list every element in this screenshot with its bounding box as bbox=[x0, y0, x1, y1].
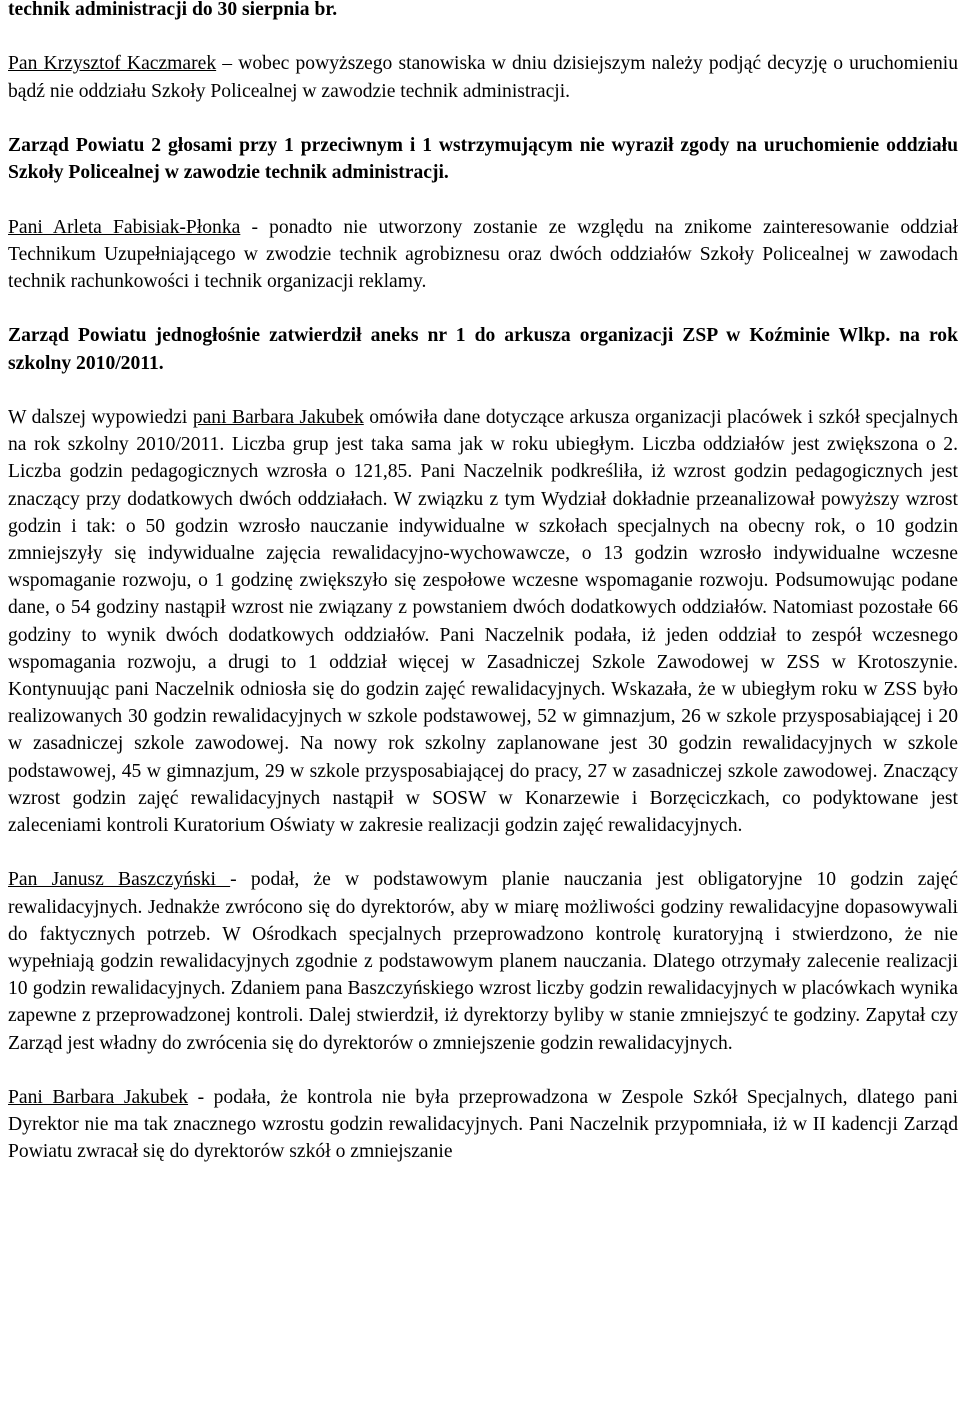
speaker-name: pani Barbara Jakubek bbox=[192, 406, 364, 428]
speaker-name: Pan Krzysztof Kaczmarek bbox=[8, 53, 217, 75]
paragraph-gap bbox=[8, 105, 958, 132]
paragraph-text: - podał, że w podstawowym planie nauczania jest obligatoryjne 10 godzin zajęć rewalidacyjnych. Jednakże zwrócono się do dyrektorów, aby w miarę możliwości godziny rewalidacyjne dopasowywali do faktycznych potrzeb. W Ośrodkach specjalnych przeprowadzono kontrolę kuratoryjną i stwierdzono, że nie wypełniają godzin rewalidacyjnych zgodnie z podstawowym planem nauczania. Dlatego otrzymały zalecenie realizacji 10 godzin rewalidacyjnych. Zdaniem pana Baszczyńskiego wzrost liczby godzin rewalidacyjnych w placówkach wynika zapewne z przeprowadzonej kontroli. Dalej stwierdził, iż dyrektorzy byliby w stanie zmniejszyć te godziny. Zapytał czy Zarząd jest władny do zwrócenia się do dyrektorów o zmniejszenie godzin rewalidacyjnych. bbox=[8, 869, 959, 1054]
paragraph-text: omówiła dane dotyczące arkusza organizacji placówek i szkół specjalnych na rok szkolny 2010/2011. Liczba grup jest taka sama jak w roku ubiegłym. Liczba oddziałów jest zwiększona o 2. Liczba godzin pedagogicznych wzrosła o 121,85. Pani Naczelnik podkreśliła, iż wzrost godzin pedagogicznych jest znaczący przy dodatkowych dwóch oddziałach. W związku z tym Wydział dokładnie przeanalizował powyższy wzrost godzin i tak: o 50 godzin wzrosło nauczanie indywidualne w szkołach specjalnych na obecny rok, o 10 godzin zmniejszyły się indywidualne zajęcia rewalidacyjno-wychowawcze, o 13 godzin wzrosło indywidualne wczesne wspomaganie rozwoju, o 1 godzinę zwiększyło się zespołowe wczesne wspomaganie rozwoju. Podsumowując podane dane, o 54 godziny nastąpił wzrost nie związany z powstaniem dwóch dodatkowych oddziałów. Natomiast pozostałe 66 godziny to wynik dwóch dodatkowych oddziałów. Pani Naczelnik podała, iż jeden oddział to zespół wczesnego wspomagania rozwoju, a drugi to 1 oddział więcej w Zasadniczej Szkole Zawodowej w ZSS w Krotoszynie. Kontynuując pani Naczelnik odniosła się do godzin zajęć rewalidacyjnych. Wskazała, że w ubiegłym roku w ZSS było realizowanych 30 godzin rewalidacyjnych w szkole podstawowej, 52 w gimnazjum, 26 w szkole przysposabiającej i 20 w zasadniczej szkole zawodowej. Na nowy rok szkolny zaplanowane jest 30 godzin rewalidacyjnych w szkole podstawowej, 45 w gimnazjum, 29 w szkole przysposabiającej do pracy, 27 w zasadniczej szkole zawodowej. Znaczący wzrost godzin zajęć rewalidacyjnych nastąpił w SOSW w Konarzewie i Borzęciczkach, co podyktowane jest zaleceniami kontroli Kuratorium Oświaty w zakresie realizacji godzin zajęć rewalidacyjnych. bbox=[8, 406, 958, 837]
paragraph-text: - ponadto nie utworzony zostanie ze względu na znikome zainteresowanie oddział Technikum Uzupełniającego w zwodzie technik agrobiznesu oraz dwóch oddziałów Szkoły Policealnej w zawodach technik rachunkowości i technik organizacji reklamy. bbox=[8, 216, 958, 292]
paragraph-fabisiak bbox=[8, 214, 958, 296]
paragraph-lead: W dalszej wypowiedzi bbox=[8, 406, 193, 428]
speaker-name: Pan Janusz Baszczyński bbox=[8, 869, 231, 891]
paragraph-gap bbox=[8, 377, 958, 404]
paragraph-text: – wobec powyższego stanowiska w dniu dzisiejszym należy podjąć decyzję o uruchomieniu bądź nie oddziału Szkoły Policealnej w zawodzie technik administracji. bbox=[8, 53, 959, 102]
paragraph-gap bbox=[8, 23, 958, 50]
paragraph-gap bbox=[8, 1057, 958, 1084]
resolution-annex: Zarząd Powiatu jednogłośnie zatwierdził aneks nr 1 do arkusza organizacji ZSP w Koźminie Wlkp. na rok szkolny 2010/2011. bbox=[8, 325, 958, 374]
paragraph-jakubek-2 bbox=[8, 1084, 958, 1166]
speaker-name: Pani Arleta Fabisiak-Płonka bbox=[8, 216, 241, 238]
resolution-vote: Zarząd Powiatu 2 głosami przy 1 przeciwnym i 1 wstrzymującym nie wyraził zgody na uruchomienie oddziału Szkoły Policealnej w zawodzie technik administracji. bbox=[8, 134, 958, 184]
speaker-name: Pani Barbara Jakubek bbox=[8, 1087, 189, 1109]
paragraph-baszczynski bbox=[8, 866, 958, 1056]
paragraph-kaczmarek bbox=[8, 50, 958, 104]
paragraph-gap bbox=[8, 295, 958, 322]
document-page bbox=[8, 0, 958, 1166]
paragraph-text: - podała, że kontrola nie była przeprowadzona w Zespole Szkół Specjalnych, dlatego pani Dyrektor nie ma tak znacznego wzrostu godzin rewalidacyjnych. Pani Naczelnik przypomniała, iż w II kadencji Zarząd Powiatu zwracał się do dyrektorów szkół o zmniejszanie bbox=[8, 1087, 958, 1163]
paragraph-jakubek bbox=[8, 404, 958, 839]
paragraph-gap bbox=[8, 186, 958, 213]
paragraph-gap bbox=[8, 839, 958, 866]
paragraph-continuation: technik administracji do 30 sierpnia br. bbox=[8, 0, 338, 20]
